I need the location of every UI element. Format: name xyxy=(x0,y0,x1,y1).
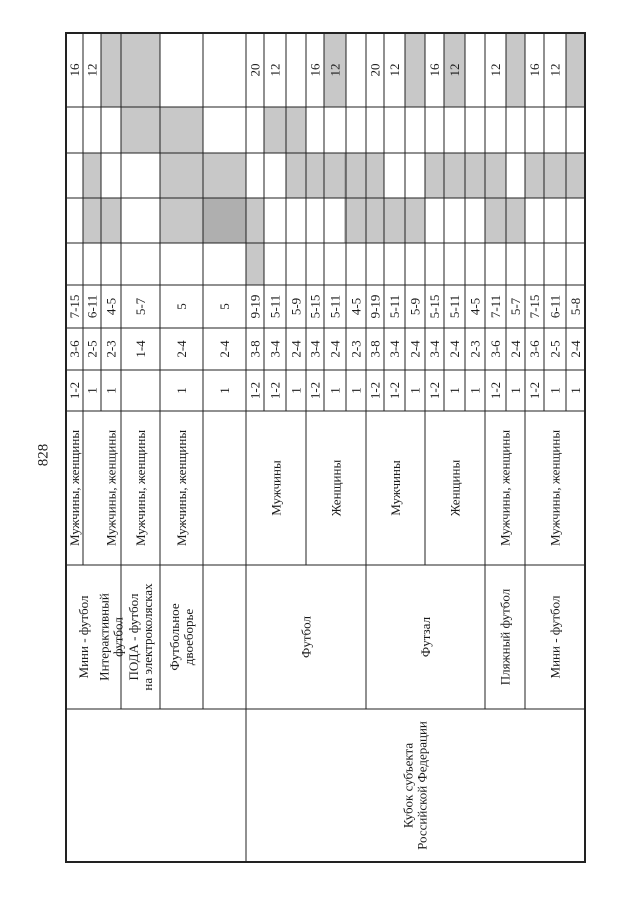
place-range-2: 2-4 xyxy=(217,340,232,358)
place-range-3: 5-9 xyxy=(288,297,304,316)
place-range-3: 5 xyxy=(174,303,189,310)
place-range-2: 3-4 xyxy=(307,340,323,358)
shade-block xyxy=(485,198,525,243)
page-number: 828 xyxy=(35,443,52,467)
place-range-2: 3-6 xyxy=(67,340,82,358)
participant-count: 20 xyxy=(367,63,383,77)
shade-block xyxy=(83,198,121,243)
participant-label: Мужчины, женщины xyxy=(67,429,82,547)
place-range-3: 5-15 xyxy=(307,294,323,319)
discipline-label: Футбол xyxy=(298,616,314,658)
place-range-2: 3-6 xyxy=(488,340,503,358)
place-range-3: 5-11 xyxy=(327,294,343,319)
place-range-2: 3-4 xyxy=(427,340,442,358)
place-range-3: 5-15 xyxy=(427,294,442,319)
place-range-1: 1-2 xyxy=(367,381,383,400)
place-range-3: 5-9 xyxy=(407,297,423,316)
participant-label: Мужчины, женщины xyxy=(133,429,148,547)
place-range-1: 1 xyxy=(547,387,563,394)
place-range-2: 2-3 xyxy=(103,340,119,358)
place-range-2: 2-4 xyxy=(447,340,462,358)
shade-block xyxy=(506,33,525,107)
place-range-2: 3-4 xyxy=(387,340,402,358)
place-range-1: 1 xyxy=(103,387,119,394)
place-range-3: 6-11 xyxy=(547,294,563,319)
participant-label: Мужчины, женщины xyxy=(497,429,513,547)
place-range-3: 5-7 xyxy=(133,297,148,316)
place-range-2: 2-5 xyxy=(84,340,100,358)
place-range-1: 1 xyxy=(568,387,583,394)
place-range-2: 2-4 xyxy=(407,340,423,358)
place-range-1: 1-2 xyxy=(427,381,442,400)
place-range-3: 7-15 xyxy=(527,294,542,319)
place-range-1: 1 xyxy=(217,387,232,394)
participant-count: 16 xyxy=(527,63,542,77)
place-range-2: 2-3 xyxy=(348,340,364,358)
shade-block xyxy=(525,153,585,198)
place-range-2: 1-4 xyxy=(133,340,148,358)
shade-block xyxy=(246,198,264,285)
participant-count: 16 xyxy=(67,63,82,77)
participant-label: Мужчины, женщины xyxy=(174,429,189,547)
place-range-1: 1-2 xyxy=(527,381,542,400)
participant-label: Мужчины, женщины xyxy=(103,429,119,547)
place-range-1: 1 xyxy=(84,387,100,394)
discipline-label: Мини - футбол xyxy=(547,595,563,679)
place-range-2: 3-4 xyxy=(267,340,283,358)
place-range-1: 1-2 xyxy=(267,381,283,400)
place-range-1: 1-2 xyxy=(307,381,323,400)
place-range-2: 3-6 xyxy=(527,340,542,358)
participant-count: 12 xyxy=(84,63,100,77)
participant-count: 16 xyxy=(427,63,442,77)
participant-count: 12 xyxy=(447,63,462,77)
shade-block xyxy=(286,153,346,198)
place-range-3: 4-5 xyxy=(103,297,119,316)
place-range-2: 2-4 xyxy=(568,340,583,358)
participant-label: Мужчины, женщины xyxy=(547,429,563,547)
shade-block xyxy=(566,33,585,107)
place-range-1: 1 xyxy=(508,387,523,394)
place-range-2: 2-4 xyxy=(288,340,304,358)
shade-block xyxy=(121,107,203,153)
participant-label: Женщины xyxy=(328,459,344,517)
place-range-3: 5-11 xyxy=(387,294,402,319)
participant-count: 16 xyxy=(307,63,323,77)
place-range-3: 9-19 xyxy=(367,294,383,319)
place-range-2: 2-4 xyxy=(327,340,343,358)
place-range-1: 1 xyxy=(467,387,483,394)
place-range-1: 1 xyxy=(447,387,462,394)
place-range-3: 7-11 xyxy=(488,294,503,319)
place-range-3: 7-15 xyxy=(67,294,82,319)
discipline-label: Футзал xyxy=(418,616,433,658)
place-range-2: 2-4 xyxy=(174,340,189,358)
place-range-3: 5-7 xyxy=(508,297,523,316)
place-range-3: 4-5 xyxy=(348,297,364,316)
place-range-1: 1-2 xyxy=(247,381,263,400)
discipline-label: Пляжный футбол xyxy=(497,588,513,686)
discipline-label: Мини - футбол xyxy=(76,595,91,679)
place-range-3: 5-11 xyxy=(447,294,462,319)
place-range-2: 3-8 xyxy=(247,340,263,358)
place-range-3: 4-5 xyxy=(467,297,483,316)
participant-label: Женщины xyxy=(447,459,463,517)
participant-label: Мужчины xyxy=(268,460,284,516)
participant-count: 12 xyxy=(547,63,563,77)
place-range-1: 1 xyxy=(288,387,304,394)
place-range-2: 3-8 xyxy=(367,340,383,358)
place-range-1: 1 xyxy=(348,387,364,394)
place-range-1: 1-2 xyxy=(387,381,402,400)
participant-count: 12 xyxy=(387,63,402,77)
participant-count: 12 xyxy=(488,63,503,77)
participant-label: Мужчины xyxy=(388,460,403,516)
place-range-2: 2-3 xyxy=(467,340,483,358)
place-range-3: 5-11 xyxy=(267,294,283,319)
shade-block xyxy=(203,198,246,243)
shade-block xyxy=(405,33,425,107)
discipline-label: Интерактивныйфутбол xyxy=(96,593,126,681)
place-range-1: 1 xyxy=(327,387,343,394)
place-range-3: 9-19 xyxy=(247,294,263,319)
participant-count: 12 xyxy=(267,63,283,77)
discipline-label: ПОДА - футболна электроколясках xyxy=(126,583,155,691)
competition-group-label: Кубок субъектаРоссийской Федерации xyxy=(400,721,430,850)
shade-block xyxy=(101,33,160,107)
participant-count: 20 xyxy=(247,63,263,77)
place-range-1: 1-2 xyxy=(488,381,503,400)
place-range-1: 1 xyxy=(174,387,189,394)
place-range-3: 5 xyxy=(217,303,232,310)
shade-block xyxy=(83,153,101,198)
place-range-3: 5-8 xyxy=(568,297,583,316)
discipline-label: Футбольноедвоеборье xyxy=(167,603,196,671)
participant-count: 12 xyxy=(327,63,343,77)
place-range-1: 1-2 xyxy=(67,381,82,400)
place-range-3: 6-11 xyxy=(84,294,100,319)
place-range-2: 2-5 xyxy=(547,340,563,358)
place-range-1: 1 xyxy=(407,387,423,394)
shade-block xyxy=(264,107,306,153)
place-range-2: 2-4 xyxy=(508,340,523,358)
